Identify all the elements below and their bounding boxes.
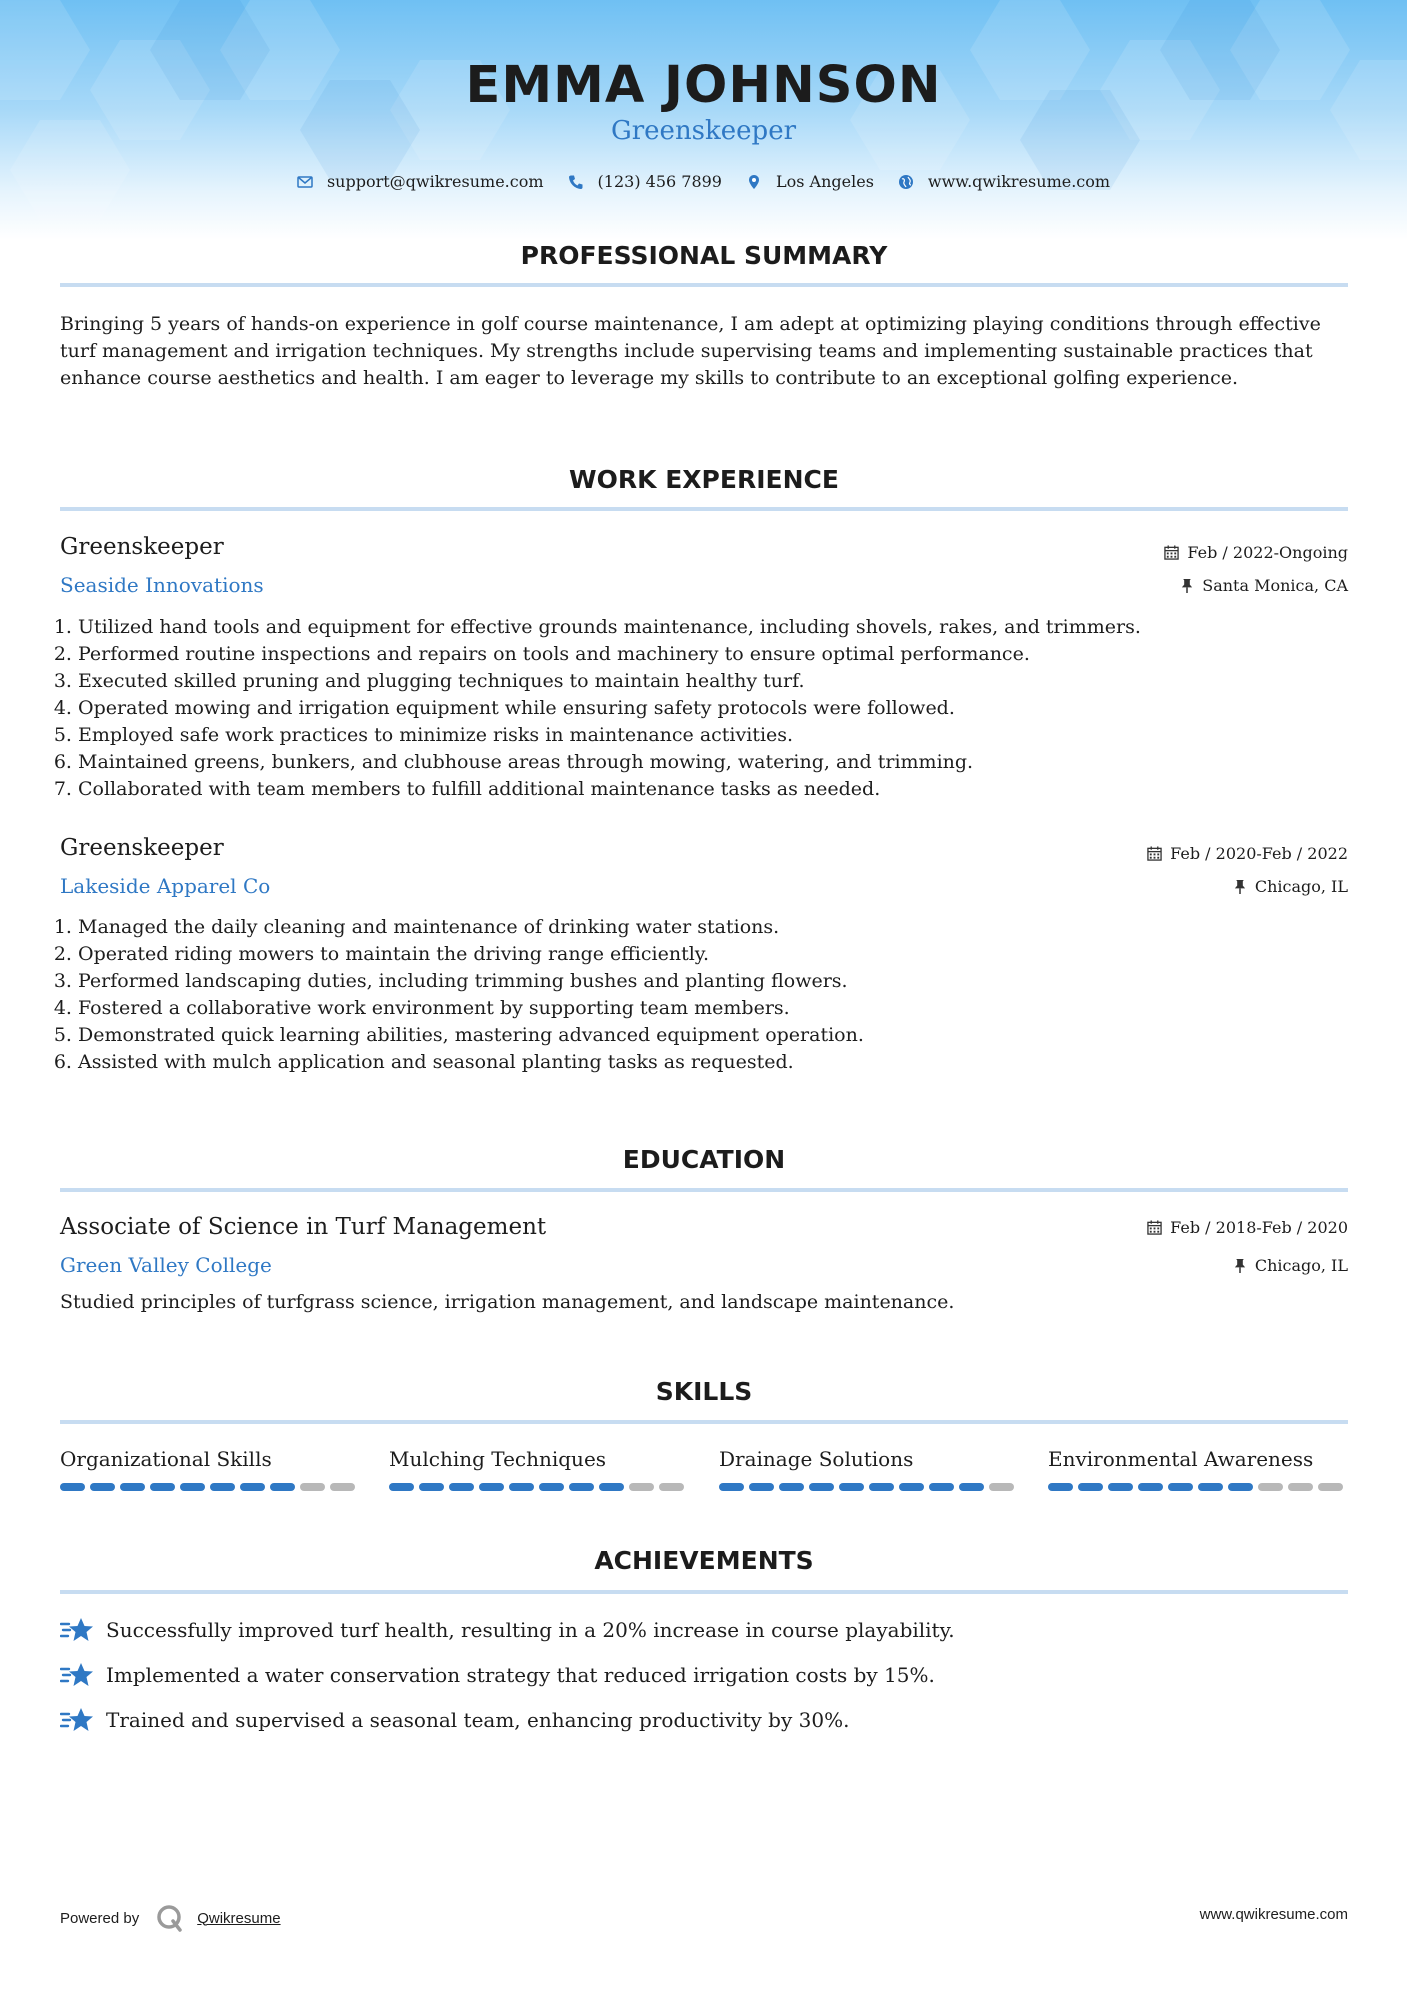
job-responsibilities [60, 614, 1366, 803]
achievements-divider [60, 1590, 1348, 1594]
skill-level-segment [1288, 1483, 1313, 1491]
skill-level-bar [1048, 1483, 1348, 1491]
star-icon [60, 1706, 94, 1734]
map-pin-icon [746, 174, 762, 190]
job-location-text: Santa Monica, CA [1202, 576, 1348, 595]
pushpin-icon [1233, 1258, 1247, 1273]
list-item: 3. Executed skilled pruning and plugging techniques to maintain healthy turf. [78, 668, 1366, 695]
skill-item [1048, 1447, 1348, 1491]
contact-email-text: support@qwikresume.com [326, 172, 544, 191]
education-heading: EDUCATION [622, 1145, 786, 1174]
skill-level-segment [1078, 1483, 1103, 1491]
list-item: 1. Utilized hand tools and equipment for effective grounds maintenance, including shovels, rakes, and trimmers. [78, 614, 1366, 641]
list-item: 7. Collaborated with team members to fulfill additional maintenance tasks as needed. [78, 776, 1366, 803]
skill-level-segment [749, 1483, 774, 1491]
pushpin-icon [1233, 879, 1247, 894]
education-dates [1147, 1218, 1348, 1237]
list-item: 2. Performed routine inspections and repairs on tools and machinery to ensure optimal performance. [78, 641, 1366, 668]
skill-level-segment [479, 1483, 504, 1491]
skill-level-segment [959, 1483, 984, 1491]
skill-level-segment [539, 1483, 564, 1491]
contact-phone-text: (123) 456 7899 [597, 172, 722, 191]
skill-level-segment [240, 1483, 265, 1491]
candidate-name: EMMA JOHNSON [465, 56, 942, 115]
phone-icon [568, 174, 584, 190]
calendar-icon [1147, 846, 1162, 861]
contact-bar [0, 172, 1407, 191]
education-location [1233, 1256, 1348, 1275]
skill-level-segment [180, 1483, 205, 1491]
skill-level-segment [419, 1483, 444, 1491]
contact-website-text: www.qwikresume.com [927, 172, 1111, 191]
achievement-item [60, 1661, 935, 1689]
skill-level-segment [449, 1483, 474, 1491]
summary-divider [60, 283, 1348, 287]
candidate-title: Greenskeeper [610, 116, 797, 146]
skills-heading: SKILLS [655, 1377, 753, 1406]
skill-level-segment [599, 1483, 624, 1491]
achievement-text: Trained and supervised a seasonal team, enhancing productivity by 30%. [106, 1708, 850, 1732]
star-icon [60, 1661, 94, 1689]
experience-heading: WORK EXPERIENCE [569, 465, 839, 494]
list-item: 3. Performed landscaping duties, including trimming bushes and planting flowers. [78, 968, 1366, 995]
list-item: 4. Operated mowing and irrigation equipment while ensuring safety protocols were followed. [78, 695, 1366, 722]
contact-email[interactable] [297, 172, 544, 191]
qwikresume-logo-icon [155, 1903, 185, 1933]
calendar-icon [1164, 545, 1179, 560]
job-dates [1147, 844, 1348, 863]
contact-website[interactable] [898, 172, 1110, 191]
skill-level-segment [839, 1483, 864, 1491]
pushpin-icon [1180, 578, 1194, 593]
job-company: Seaside Innovations [60, 573, 264, 597]
skill-name: Mulching Techniques [389, 1447, 607, 1471]
skill-level-bar [60, 1483, 360, 1491]
skill-level-bar [389, 1483, 689, 1491]
skill-item [60, 1447, 360, 1491]
star-icon [60, 1616, 94, 1644]
skill-level-segment [899, 1483, 924, 1491]
achievement-text: Implemented a water conservation strategy that reduced irrigation costs by 15%. [106, 1663, 935, 1687]
skill-level-segment [210, 1483, 235, 1491]
skill-level-segment [779, 1483, 804, 1491]
calendar-icon [1147, 1220, 1162, 1235]
job-dates-text: Feb / 2022-Ongoing [1187, 543, 1348, 562]
skill-level-segment [120, 1483, 145, 1491]
job-title: Greenskeeper [60, 835, 224, 861]
achievement-item [60, 1706, 849, 1734]
skill-level-segment [1198, 1483, 1223, 1491]
education-degree: Associate of Science in Turf Management [60, 1214, 547, 1240]
list-item: 6. Assisted with mulch application and seasonal planting tasks as requested. [78, 1049, 1366, 1076]
achievement-text: Successfully improved turf health, resulting in a 20% increase in course playability. [106, 1618, 955, 1642]
summary-text: Bringing 5 years of hands-on experience in golf course maintenance, I am adept at optimizing playing conditions through effective turf management and irrigation techniques. My strengths include supervising teams and implementing sustainable practices that enhance course aesthetics and health. I am eager to leverage my skills to contribute to an exceptional golfing experience. [60, 313, 1321, 389]
skill-level-bar [719, 1483, 1019, 1491]
list-item: 5. Demonstrated quick learning abilities, mastering advanced equipment operation. [78, 1022, 1366, 1049]
skill-level-segment [1168, 1483, 1193, 1491]
skill-level-segment [809, 1483, 834, 1491]
job-location [1180, 576, 1348, 595]
skill-level-segment [989, 1483, 1014, 1491]
skill-name: Environmental Awareness [1048, 1447, 1314, 1471]
job-company: Lakeside Apparel Co [60, 874, 271, 898]
job-location [1233, 877, 1348, 896]
contact-phone[interactable] [568, 172, 722, 191]
skill-level-segment [389, 1483, 414, 1491]
skill-level-segment [929, 1483, 954, 1491]
qwikresume-link[interactable]: Qwikresume [197, 1909, 281, 1927]
list-item: 4. Fostered a collaborative work environment by supporting team members. [78, 995, 1366, 1022]
skill-level-segment [60, 1483, 85, 1491]
skill-level-segment [150, 1483, 175, 1491]
education-location-text: Chicago, IL [1254, 1256, 1348, 1275]
achievement-item [60, 1616, 955, 1644]
footer-powered-by [60, 1903, 281, 1933]
job-dates [1164, 543, 1348, 562]
job-responsibilities [60, 914, 1366, 1076]
skill-name: Drainage Solutions [719, 1447, 914, 1471]
job-location-text: Chicago, IL [1254, 877, 1348, 896]
skill-item [719, 1447, 1019, 1491]
list-item: 6. Maintained greens, bunkers, and clubhouse areas through mowing, watering, and trimming. [78, 749, 1366, 776]
achievements-heading: ACHIEVEMENTS [594, 1546, 814, 1575]
contact-location-text: Los Angeles [775, 172, 874, 191]
skill-level-segment [270, 1483, 295, 1491]
list-item: 5. Employed safe work practices to minimize risks in maintenance activities. [78, 722, 1366, 749]
skill-level-segment [1228, 1483, 1253, 1491]
job-title: Greenskeeper [60, 534, 224, 560]
skill-level-segment [1138, 1483, 1163, 1491]
skill-level-segment [1258, 1483, 1283, 1491]
summary-heading: PROFESSIONAL SUMMARY [520, 241, 888, 270]
skills-divider [60, 1420, 1348, 1424]
skill-level-segment [569, 1483, 594, 1491]
skill-level-segment [1048, 1483, 1073, 1491]
skill-item [389, 1447, 689, 1491]
skill-level-segment [300, 1483, 325, 1491]
skill-level-segment [659, 1483, 684, 1491]
education-dates-text: Feb / 2018-Feb / 2020 [1170, 1218, 1348, 1237]
powered-by-label: Powered by [60, 1909, 140, 1927]
education-description: Studied principles of turfgrass science, irrigation management, and landscape maintenance. [60, 1291, 955, 1313]
list-item: 2. Operated riding mowers to maintain the driving range efficiently. [78, 941, 1366, 968]
skill-level-segment [629, 1483, 654, 1491]
envelope-icon [297, 174, 313, 190]
skill-level-segment [330, 1483, 355, 1491]
skill-name: Organizational Skills [60, 1447, 272, 1471]
education-divider [60, 1188, 1348, 1192]
experience-divider [60, 507, 1348, 511]
skill-level-segment [90, 1483, 115, 1491]
globe-icon [898, 174, 914, 190]
list-item: 1. Managed the daily cleaning and maintenance of drinking water stations. [78, 914, 1366, 941]
skill-level-segment [1108, 1483, 1133, 1491]
contact-location [746, 172, 874, 191]
footer-website[interactable]: www.qwikresume.com [1199, 1906, 1348, 1923]
education-school: Green Valley College [60, 1253, 272, 1277]
job-dates-text: Feb / 2020-Feb / 2022 [1170, 844, 1348, 863]
skill-level-segment [719, 1483, 744, 1491]
skill-level-segment [1318, 1483, 1343, 1491]
skill-level-segment [869, 1483, 894, 1491]
skill-level-segment [509, 1483, 534, 1491]
